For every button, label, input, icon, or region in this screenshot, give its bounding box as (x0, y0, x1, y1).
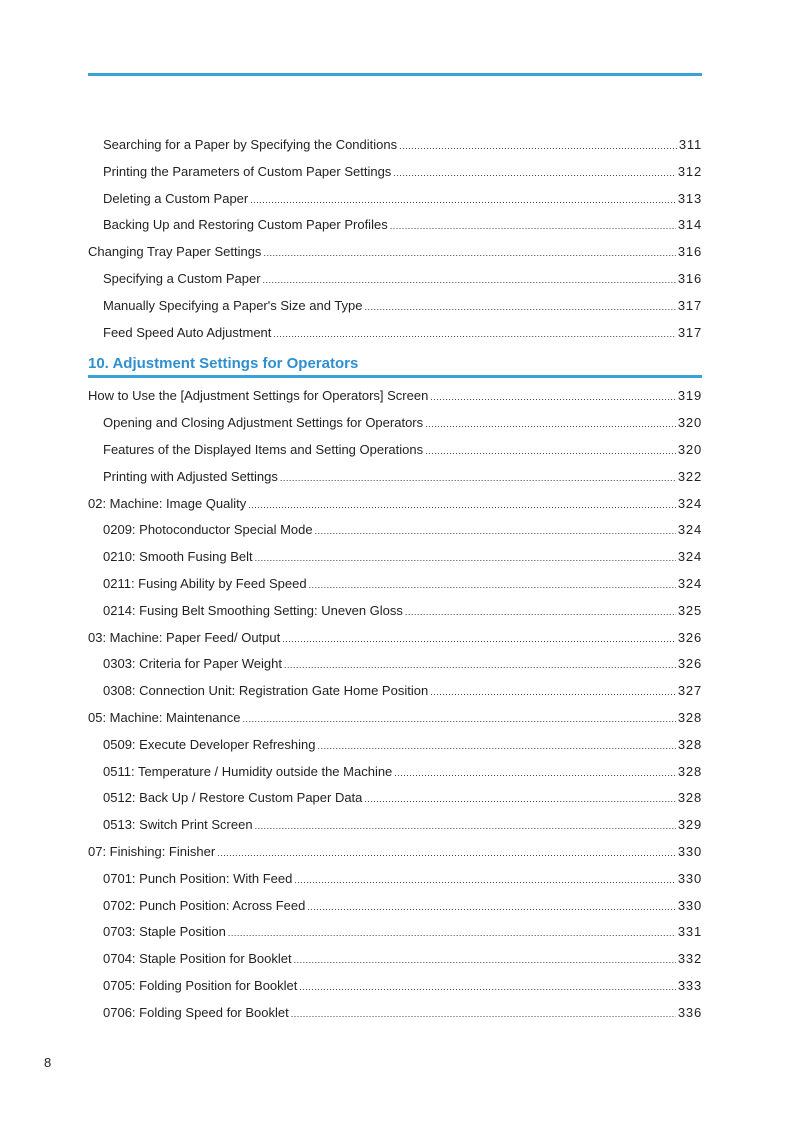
toc-entry-page: 312 (677, 163, 702, 179)
toc-entry-page: 325 (677, 602, 702, 618)
toc-entry-page: 324 (677, 522, 702, 538)
toc-entry[interactable] (88, 759, 702, 786)
toc-entry-title: 0511: Temperature / Humidity outside the Machine (103, 763, 393, 779)
toc-entry-page: 317 (677, 297, 702, 313)
toc-entry-title: 0211: Fusing Ability by Feed Speed (103, 575, 307, 591)
toc-entry-title: 0513: Switch Print Screen (103, 817, 253, 833)
toc-entry-title: 0704: Staple Position for Booklet (103, 951, 292, 967)
toc-entry-title: How to Use the [Adjustment Settings for Operators] Screen (88, 388, 429, 404)
toc-entry[interactable] (88, 1000, 702, 1027)
toc-entry-page: 332 (677, 951, 702, 967)
toc-entry-page: 328 (677, 763, 702, 779)
toc-entry-page: 331 (677, 924, 702, 940)
dot-leader (309, 571, 676, 599)
toc-entry[interactable] (88, 437, 702, 464)
toc-entry[interactable] (88, 919, 702, 946)
dot-leader (250, 186, 676, 214)
dot-leader (263, 239, 675, 267)
toc-entry-title: 0705: Folding Position for Booklet (103, 977, 298, 993)
toc-entry[interactable] (88, 973, 702, 1000)
dot-leader (394, 759, 676, 787)
toc-entry-title: 0210: Smooth Fusing Belt (103, 549, 253, 565)
toc-entry-page: 324 (677, 549, 702, 565)
toc-entry-title: Features of the Displayed Items and Setting Operations (103, 441, 424, 457)
toc-entry[interactable] (88, 186, 702, 213)
dot-leader (299, 973, 676, 1001)
toc-entry[interactable] (88, 812, 702, 839)
toc-entry-title: 02: Machine: Image Quality (88, 495, 247, 511)
toc-entry-page: 330 (677, 897, 702, 913)
toc-entry-title: Printing the Parameters of Custom Paper Settings (103, 163, 392, 179)
toc-entry-title: 0703: Staple Position (103, 924, 226, 940)
toc-entry[interactable] (88, 866, 702, 893)
dot-leader (430, 678, 676, 706)
toc-entry[interactable] (88, 625, 702, 652)
dot-leader (291, 1000, 676, 1028)
toc-entry-title: Specifying a Custom Paper (103, 270, 261, 286)
dot-leader (273, 320, 676, 348)
dot-leader (317, 732, 675, 760)
toc-entry[interactable] (88, 598, 702, 625)
toc-entry-title: 0303: Criteria for Paper Weight (103, 656, 282, 672)
toc-entry-page: 328 (677, 709, 702, 725)
dot-leader (255, 812, 676, 840)
dot-leader (307, 893, 676, 921)
dot-leader (399, 132, 677, 160)
toc-entry-page: 316 (677, 244, 702, 260)
page-number: 8 (44, 1055, 52, 1070)
toc-entry-title: 0214: Fusing Belt Smoothing Setting: Uneven Gloss (103, 602, 403, 618)
dot-leader (365, 293, 676, 321)
toc-entry-page: 317 (677, 324, 702, 340)
toc-entry-page: 328 (677, 790, 702, 806)
toc-entry-page: 329 (677, 817, 702, 833)
toc-entry-title: Printing with Adjusted Settings (103, 468, 278, 484)
toc-entry[interactable] (88, 517, 702, 544)
toc-entry[interactable] (88, 293, 702, 320)
toc-entry-page: 311 (678, 137, 702, 152)
toc-entry-title: Backing Up and Restoring Custom Paper Profiles (103, 217, 388, 233)
toc-entry-title: 0706: Folding Speed for Booklet (103, 1004, 289, 1020)
toc-entry-page: 328 (677, 736, 702, 752)
toc-entry-page: 336 (677, 1004, 702, 1020)
toc-entry-title: 0509: Execute Developer Refreshing (103, 736, 316, 752)
dot-leader (425, 437, 676, 465)
dot-leader (284, 651, 676, 679)
chapter-heading[interactable] (88, 348, 702, 378)
toc-entry-page: 326 (677, 629, 702, 645)
toc-entry[interactable] (88, 239, 702, 266)
toc-entry[interactable] (88, 839, 702, 866)
toc-entry[interactable] (88, 732, 702, 759)
dot-leader (228, 919, 676, 947)
toc-entry-title: 0702: Punch Position: Across Feed (103, 897, 306, 913)
toc-entry[interactable] (88, 464, 702, 491)
dot-leader (248, 491, 676, 519)
toc-entry-page: 320 (677, 441, 702, 457)
dot-leader (405, 598, 676, 626)
dot-leader (217, 839, 676, 867)
toc-entry-title: 0512: Back Up / Restore Custom Paper Data (103, 790, 363, 806)
toc-entry[interactable] (88, 678, 702, 705)
toc-entry-title: 05: Machine: Maintenance (88, 709, 241, 725)
toc-entry[interactable] (88, 132, 702, 159)
toc-entry-page: 316 (677, 270, 702, 286)
dot-leader (282, 625, 676, 653)
dot-leader (393, 159, 676, 187)
toc-entry-page: 324 (677, 575, 702, 591)
dot-leader (255, 544, 676, 572)
toc-entry-page: 322 (677, 468, 702, 484)
table-of-contents (88, 132, 702, 1027)
header-rule (88, 73, 702, 76)
toc-entry[interactable] (88, 544, 702, 571)
chapter-title: 10. Adjustment Settings for Operators (88, 355, 359, 373)
toc-entry-page: 313 (677, 190, 702, 206)
dot-leader (263, 266, 676, 294)
toc-entry[interactable] (88, 159, 702, 186)
toc-entry[interactable] (88, 946, 702, 973)
toc-entry[interactable] (88, 705, 702, 732)
dot-leader (294, 866, 676, 894)
toc-entry[interactable] (88, 410, 702, 437)
toc-entry-title: Searching for a Paper by Specifying the Conditions (103, 137, 398, 152)
dot-leader (280, 464, 676, 492)
toc-entry[interactable] (88, 785, 702, 812)
toc-entry[interactable] (88, 491, 702, 518)
toc-entry-title: 03: Machine: Paper Feed/ Output (88, 629, 281, 645)
toc-entry-page: 314 (677, 217, 702, 233)
toc-entry-title: Opening and Closing Adjustment Settings for Operators (103, 415, 424, 431)
toc-entry-page: 330 (677, 870, 702, 886)
dot-leader (364, 785, 676, 813)
toc-entry[interactable] (88, 212, 702, 239)
dot-leader (242, 705, 675, 733)
toc-entry-page: 320 (677, 415, 702, 431)
toc-entry[interactable] (88, 266, 702, 293)
toc-entry-page: 333 (677, 977, 702, 993)
toc-entry-title: 0701: Punch Position: With Feed (103, 870, 293, 886)
toc-entry-title: 0308: Connection Unit: Registration Gate Home Position (103, 683, 429, 699)
toc-entry-title: 0209: Photoconductor Special Mode (103, 522, 313, 538)
dot-leader (294, 946, 676, 974)
toc-entry[interactable] (88, 571, 702, 598)
toc-entry[interactable] (88, 893, 702, 920)
toc-entry[interactable] (88, 320, 702, 347)
toc-entries-before (88, 132, 702, 346)
toc-entry-title: Feed Speed Auto Adjustment (103, 324, 272, 340)
toc-entry-page: 330 (677, 843, 702, 859)
toc-entry-title: Manually Specifying a Paper's Size and Type (103, 297, 363, 313)
toc-entry-title: 07: Finishing: Finisher (88, 843, 216, 859)
toc-entry-title: Deleting a Custom Paper (103, 190, 249, 206)
toc-entry-page: 326 (677, 656, 702, 672)
toc-entry-page: 324 (677, 495, 702, 511)
dot-leader (390, 212, 676, 240)
dot-leader (425, 410, 676, 438)
toc-entry[interactable] (88, 383, 702, 410)
dot-leader (315, 517, 676, 545)
toc-entry[interactable] (88, 651, 702, 678)
dot-leader (430, 383, 676, 411)
toc-entry-page: 327 (677, 683, 702, 699)
toc-entry-page: 319 (677, 388, 702, 404)
toc-entries-after (88, 383, 702, 1026)
toc-entry-title: Changing Tray Paper Settings (88, 244, 262, 260)
